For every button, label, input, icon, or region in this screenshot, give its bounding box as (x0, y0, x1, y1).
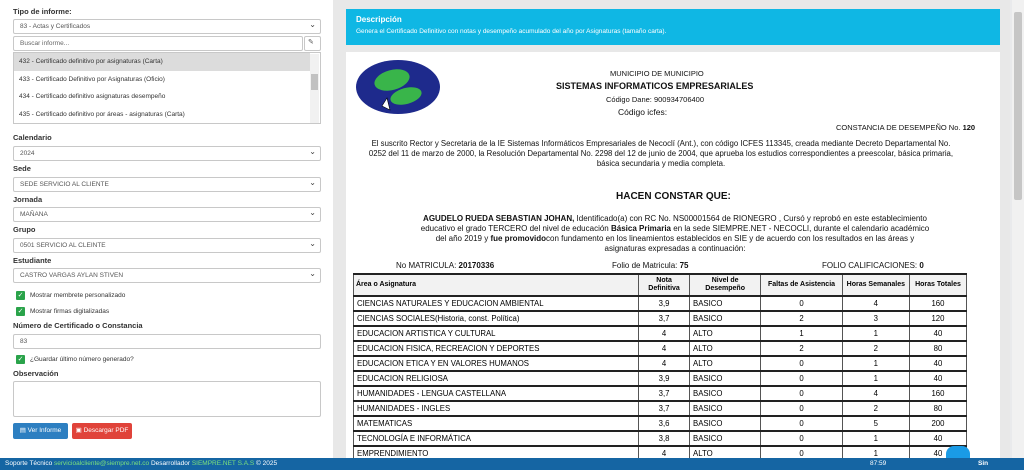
table-cell: MATEMATICAS (354, 416, 639, 431)
table-cell: 80 (909, 401, 966, 416)
chevron-down-icon: ⌄ (309, 208, 316, 217)
col-header: Horas Semanales (842, 274, 909, 296)
table-cell: 0 (761, 431, 842, 446)
doc-constancia (836, 123, 975, 132)
table-cell: 4 (639, 356, 690, 371)
table-cell: 40 (909, 356, 966, 371)
table-cell: 4 (639, 326, 690, 341)
informe-listbox[interactable] (13, 52, 321, 124)
table-cell: 200 (909, 416, 966, 431)
doc-codigo-dane: Código Dane: 900934706400 (606, 95, 705, 104)
file-icon: ▤ (19, 427, 26, 434)
guardar-label: ¿Guardar último número generado? (30, 356, 134, 363)
footer-desarrollador: Desarrollador (150, 460, 190, 467)
table-cell: 120 (909, 311, 966, 326)
footer-bar (0, 458, 1024, 470)
table-row (354, 341, 967, 356)
table-cell: HUMANIDADES - LENGUA CASTELLANA (354, 386, 639, 401)
para-line-2b: Básica Primaria (610, 224, 672, 233)
footer-soporte: Soporte Técnico (5, 460, 53, 467)
grades-table-body (354, 296, 967, 458)
table-row (354, 296, 967, 311)
table-cell: BASICO (690, 296, 761, 311)
table-row (354, 431, 967, 446)
estudiante-value: CASTRO VARGAS AYLAN STIVEN (20, 272, 124, 279)
tipo-informe-select[interactable] (13, 19, 321, 34)
chevron-down-icon: ⌄ (309, 178, 316, 187)
institution-logo (354, 58, 442, 116)
table-row (354, 371, 967, 386)
para-line-2a: educativo el grado TERCERO del nivel de educación (420, 224, 611, 233)
table-cell: 4 (639, 341, 690, 356)
table-row (354, 401, 967, 416)
table-cell: EDUCACION FISICA, RECREACION Y DEPORTES (354, 341, 639, 356)
certificate-document[interactable] (346, 52, 1000, 458)
firmas-label: Mostrar firmas digitalizadas (30, 308, 110, 315)
doc-student-paragraph (355, 214, 995, 254)
doc-municipio: MUNICIPIO DE MUNICIPIO (610, 69, 704, 78)
membrete-label: Mostrar membrete personalizado (30, 292, 126, 299)
table-cell: 5 (842, 416, 909, 431)
doc-folio-calificaciones (822, 261, 924, 270)
footer-year: © 2025 (256, 460, 278, 467)
student-name: AGUDELO RUEDA SEBASTIAN JOHAN, (423, 214, 575, 223)
table-cell: 0 (761, 386, 842, 401)
chevron-down-icon: ⌄ (309, 269, 316, 278)
table-cell: 3,6 (639, 416, 690, 431)
constancia-label: CONSTANCIA DE DESEMPEÑO No. (836, 123, 961, 132)
table-cell: CIENCIAS SOCIALES(Historia, const. Política) (354, 311, 639, 326)
jornada-select[interactable] (13, 207, 321, 222)
table-cell: BASICO (690, 311, 761, 326)
sede-label: Sede (13, 164, 31, 173)
description-banner (346, 9, 1000, 45)
table-cell: 2 (761, 311, 842, 326)
para-line-3b: fue promovido (490, 234, 547, 243)
folio-value: 75 (679, 261, 689, 270)
table-row (354, 446, 967, 458)
table-cell: 4 (639, 446, 690, 458)
constancia-number: 120 (962, 123, 976, 132)
scrollbar-thumb[interactable] (311, 74, 318, 90)
col-header: Faltas de Asistencia (761, 274, 842, 296)
table-cell: BASICO (690, 431, 761, 446)
table-cell: 40 (909, 371, 966, 386)
table-cell: CIENCIAS NATURALES Y EDUCACION AMBIENTAL (354, 296, 639, 311)
doc-institucion: SISTEMAS INFORMATICOS EMPRESARIALES (556, 81, 754, 91)
table-cell: 0 (761, 356, 842, 371)
table-cell: EDUCACION ETICA Y EN VALORES HUMANOS (354, 356, 639, 371)
listbox-option[interactable]: 434 - Certificado definitivo asignaturas desempeño (19, 93, 166, 100)
col-header: Nivel de Desempeño (690, 274, 761, 296)
folio-cal-label: FOLIO CALIFICACIONES: (822, 261, 918, 270)
calendario-label: Calendario (13, 133, 52, 142)
table-cell: BASICO (690, 371, 761, 386)
table-cell: 1 (761, 326, 842, 341)
calendario-select[interactable] (13, 146, 321, 161)
table-cell: 3,7 (639, 311, 690, 326)
descargar-pdf-button[interactable] (72, 423, 132, 439)
matricula-value: 20170336 (458, 261, 495, 270)
footer-clock: 87:59 (870, 460, 887, 467)
guardar-checkbox[interactable]: ✓ (17, 356, 24, 363)
table-cell: TECNOLOGÍA E INFORMÁTICA (354, 431, 639, 446)
grades-table (353, 273, 967, 458)
table-cell: BASICO (690, 416, 761, 431)
grades-header-row (354, 274, 967, 296)
sede-value: SEDE SERVICIO AL CLIENTE (20, 181, 109, 188)
col-header: Horas Totales (909, 274, 966, 296)
table-cell: 1 (842, 326, 909, 341)
jornada-value: MAÑANA (20, 211, 48, 218)
table-cell: 1 (842, 356, 909, 371)
footer-empresa-link[interactable]: SIEMPRE.NET S.A.S (191, 460, 255, 467)
jornada-label: Jornada (13, 195, 43, 204)
estudiante-select[interactable] (13, 268, 321, 283)
tipo-informe-label: Tipo de informe: (13, 7, 72, 16)
para-line-2c: en la sede SIEMPRE.NET - NECOCLI, durante el calendario académico (671, 224, 930, 233)
table-cell: 0 (761, 416, 842, 431)
chevron-down-icon: ⌄ (309, 239, 316, 248)
table-cell: 3 (842, 311, 909, 326)
doc-matricula (396, 261, 494, 270)
para-line-1: Identificado(a) con RC No. NS00001564 de RIONEGRO , Cursó y reprobó en este establecimiento (574, 214, 927, 223)
table-cell: 3,7 (639, 386, 690, 401)
table-cell: 2 (761, 341, 842, 356)
table-cell: BASICO (690, 401, 761, 416)
chevron-down-icon: ⌄ (309, 147, 316, 156)
table-cell: EMPRENDIMIENTO (354, 446, 639, 458)
report-preview-panel (333, 0, 1010, 458)
calendario-value: 2024 (20, 150, 35, 157)
table-cell: 1 (842, 431, 909, 446)
table-cell: ALTO (690, 446, 761, 458)
table-cell: EDUCACION RELIGIOSA (354, 371, 639, 386)
chevron-down-icon: ⌄ (309, 20, 316, 29)
folio-label: Folio de Matricula: (612, 261, 678, 270)
table-row (354, 416, 967, 431)
descargar-pdf-label: Descargar PDF (83, 427, 129, 434)
table-cell: 80 (909, 341, 966, 356)
ver-informe-button[interactable] (13, 423, 68, 439)
numero-certificado-input[interactable]: 83 (13, 334, 321, 349)
doc-codigo-icfes: Código icfes: (618, 107, 668, 117)
table-cell: 4 (842, 296, 909, 311)
para-line-3a: del año 2019 y (435, 234, 491, 243)
grupo-select[interactable] (13, 238, 321, 253)
para-line-4: asignaturas expresadas a continuación: (604, 244, 746, 253)
folio-cal-value: 0 (919, 261, 924, 270)
table-cell: 40 (909, 431, 966, 446)
sede-select[interactable] (13, 177, 321, 192)
table-cell: 160 (909, 296, 966, 311)
table-cell: 0 (761, 446, 842, 458)
listbox-option[interactable]: 432 - Certificado definitivo por asignaturas (Carta) (14, 53, 310, 71)
col-header: Nota Definitiva (639, 274, 690, 296)
table-cell: 40 (909, 326, 966, 341)
listbox-option[interactable]: 433 - Certificado Definitivo por Asignaturas (Oficio) (19, 75, 165, 83)
table-cell: 3,7 (639, 401, 690, 416)
table-cell: HUMANIDADES - INGLES (354, 401, 639, 416)
footer-sin-button[interactable]: Sin (978, 460, 989, 467)
table-cell: 4 (842, 386, 909, 401)
scrollbar-thumb[interactable] (1014, 12, 1022, 200)
description-title: Descripción (356, 15, 402, 24)
page-scrollbar[interactable] (1012, 0, 1024, 458)
table-cell: ALTO (690, 356, 761, 371)
table-row (354, 386, 967, 401)
table-row (354, 311, 967, 326)
eraser-icon: ✎ (308, 39, 314, 46)
table-cell: 0 (761, 371, 842, 386)
firmas-checkbox[interactable]: ✓ (17, 308, 24, 315)
table-cell: ALTO (690, 341, 761, 356)
table-cell: 3,9 (639, 371, 690, 386)
matricula-label: No MATRICULA: (396, 261, 457, 270)
table-cell: 3,9 (639, 296, 690, 311)
footer-email-link[interactable]: servicioalcliente@siempre.net.co (54, 460, 150, 467)
table-cell: 1 (842, 371, 909, 386)
clear-filter-button[interactable] (304, 36, 321, 51)
buscar-informe-input[interactable]: Buscar informe... (13, 36, 303, 51)
col-header: Área o Asignatura (354, 274, 639, 296)
table-cell: 2 (842, 401, 909, 416)
description-text: Genera el Certificado Definitivo con notas y desempeño acumulado del año por Asignaturas (tamaño carta). (356, 28, 667, 35)
table-cell: 0 (761, 401, 842, 416)
doc-folio (612, 261, 689, 270)
table-cell: 2 (842, 341, 909, 356)
table-cell: 40 (909, 446, 966, 458)
table-cell: BASICO (690, 386, 761, 401)
pdf-icon: ▣ (75, 427, 82, 434)
para-line-3c: con fundamento en los lineamientos establecidos en SIE y de acuerdo con los resultados en las áreas y (546, 234, 915, 243)
table-cell: 160 (909, 386, 966, 401)
observacion-textarea[interactable] (13, 381, 321, 417)
membrete-checkbox[interactable]: ✓ (17, 292, 24, 299)
observacion-label: Observación (13, 369, 59, 378)
grupo-label: Grupo (13, 225, 36, 234)
table-cell: 3,8 (639, 431, 690, 446)
table-cell: ALTO (690, 326, 761, 341)
report-form-panel (0, 0, 333, 458)
listbox-option[interactable]: 435 - Certificado definitivo por áreas - asignaturas (Carta) (19, 110, 185, 118)
table-cell: 0 (761, 296, 842, 311)
doc-hacen-constar: HACEN CONSTAR QUE: (616, 191, 731, 202)
grupo-value: 0501 SERVICIO AL CLEINTE (20, 242, 106, 249)
table-cell: 1 (842, 446, 909, 458)
ver-informe-label: Ver Informe (27, 427, 62, 434)
listbox-scrollbar[interactable] (310, 54, 319, 124)
table-row (354, 356, 967, 371)
table-row (354, 326, 967, 341)
table-cell: EDUCACION ARTISTICA Y CULTURAL (354, 326, 639, 341)
numero-certificado-label: Número de Certificado o Constancia (13, 321, 143, 330)
tipo-informe-value: 83 - Actas y Certificados (20, 23, 91, 30)
doc-intro: El suscrito Rector y Secretaria de la IE Sistemas Informáticos Empresariales de Necoclí (Ant.), con código ICFES 113345, creada mediante Decreto Departamental No. 0252 del 11 de marzo de 2000, la Resolución Departamental No. 2298 del 12 de junio de 2004, que aprueba los estudios correspondientes a preescolar, básica primaria, básica secundaria y media completa. (368, 139, 954, 168)
estudiante-label: Estudiante (13, 256, 52, 265)
